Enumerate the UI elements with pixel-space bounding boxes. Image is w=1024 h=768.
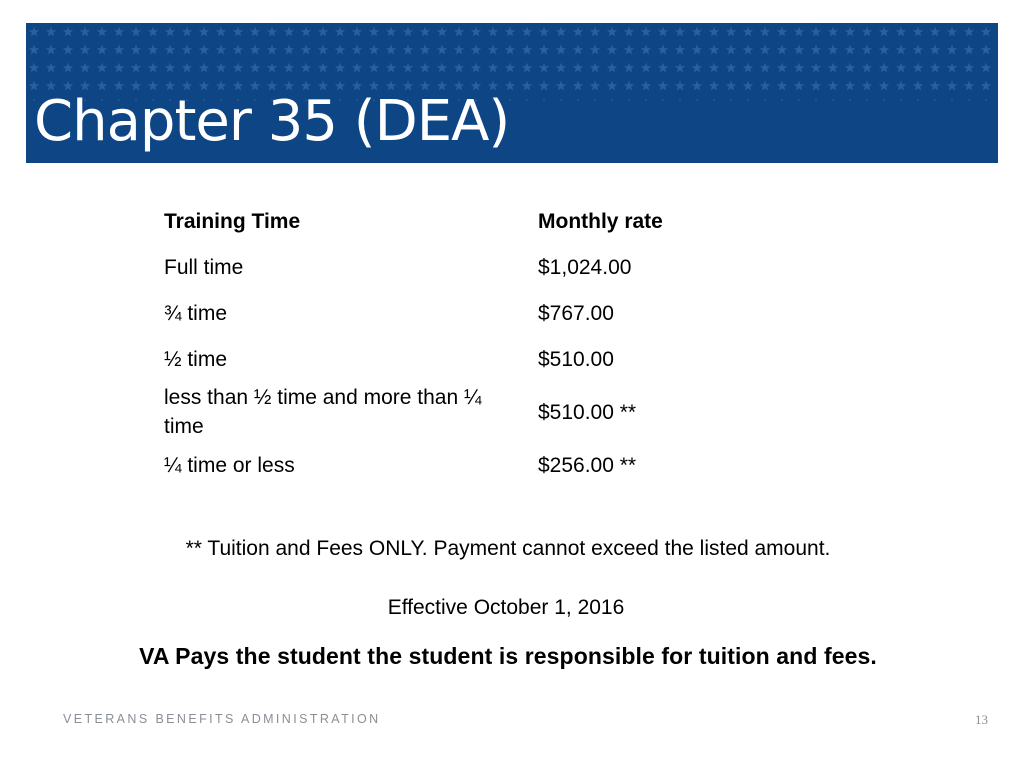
training-time-cell: ¾ time bbox=[164, 301, 228, 325]
effective-date: Effective October 1, 2016 bbox=[387, 596, 625, 619]
table-row bbox=[150, 382, 854, 442]
table-row bbox=[150, 442, 854, 488]
page-title: Chapter 35 (DEA) bbox=[34, 89, 510, 154]
training-time-cell: ¼ time or less bbox=[164, 453, 295, 477]
training-time-cell: Full time bbox=[164, 255, 244, 279]
page-number: 13 bbox=[975, 712, 988, 727]
title-banner bbox=[26, 23, 998, 163]
training-time-cell: less than ½ time and more than ¼ time bbox=[164, 386, 482, 438]
header-monthly-rate: Monthly rate bbox=[538, 209, 663, 233]
tuition-note: ** Tuition and Fees ONLY. Payment cannot exceed the listed amount. bbox=[185, 537, 831, 560]
training-time-cell: ½ time bbox=[164, 347, 228, 371]
monthly-rate-cell: $510.00 bbox=[538, 347, 614, 371]
footer-label: VETERANS BENEFITS ADMINISTRATION bbox=[63, 712, 381, 726]
table-row bbox=[150, 244, 854, 290]
header-training-time: Training Time bbox=[164, 209, 301, 233]
monthly-rate-cell: $1,024.00 bbox=[538, 255, 632, 279]
table-row bbox=[150, 290, 854, 336]
monthly-rate-cell: $510.00 ** bbox=[538, 400, 637, 424]
monthly-rate-cell: $767.00 bbox=[538, 301, 614, 325]
table-row bbox=[150, 336, 854, 382]
monthly-rate-cell: $256.00 ** bbox=[538, 453, 637, 477]
emphasis-statement: VA Pays the student the student is responsible for tuition and fees. bbox=[139, 643, 877, 669]
rates-table bbox=[150, 198, 854, 488]
table-header-row bbox=[150, 198, 854, 244]
